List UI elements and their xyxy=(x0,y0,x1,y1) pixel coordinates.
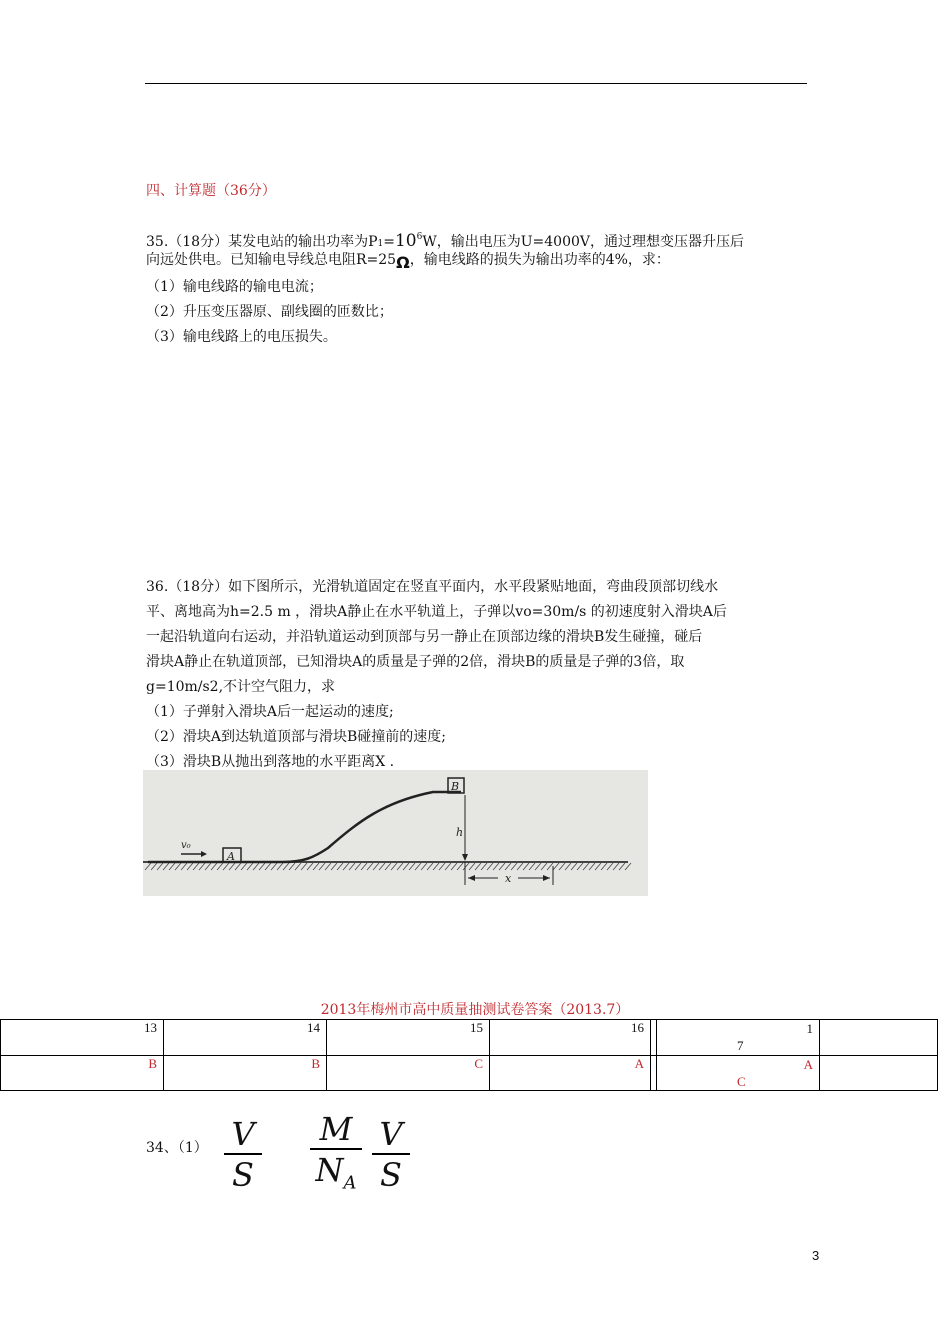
track-figure xyxy=(143,770,648,896)
answer-letter-row xyxy=(1,1056,938,1091)
q35-pow-exp: 6 xyxy=(416,232,423,242)
num-cell-17 xyxy=(657,1020,820,1056)
q36-line-5: g=10m/s2,不计空气阻力，求 xyxy=(146,679,336,695)
num-cell: 13 xyxy=(1,1020,164,1056)
q36-line-1: 36.（18分）如下图所示，光滑轨道固定在竖直平面内，水平段紧贴地面，弯曲段顶部切线水 xyxy=(146,579,719,595)
num-17-part1: 1 xyxy=(806,1021,813,1036)
ans-17-part2: C xyxy=(737,1074,746,1089)
q35-text-a: 35.（18分）某发电站的输出功率为P xyxy=(146,234,378,250)
label-a: A xyxy=(227,850,235,863)
frac2-num: M xyxy=(319,1110,353,1148)
page-number: 3 xyxy=(812,1248,820,1263)
q35-text-e: ，输电线路的损失为输出功率的4%，求： xyxy=(409,252,670,268)
track-diagram xyxy=(143,770,648,896)
q36-line-3: 一起沿轨道向右运动，并沿轨道运动到顶部与另一静止在顶部边缘的滑块B发生碰撞，碰后 xyxy=(146,629,703,645)
ans-cell: A xyxy=(490,1056,651,1091)
num-cell: 16 xyxy=(490,1020,651,1056)
num-cell: 14 xyxy=(164,1020,327,1056)
q35-line2 xyxy=(146,250,670,272)
label-v0: v₀ xyxy=(181,840,191,851)
frac1-num: V xyxy=(231,1115,255,1153)
ohm-symbol: Ω xyxy=(396,253,410,272)
q36-item-2: （2）滑块A到达轨道顶部与滑块B碰撞前的速度; xyxy=(146,729,447,745)
label-x: x xyxy=(505,872,512,885)
ans-17-part1: A xyxy=(803,1057,813,1072)
answer-title: 2013年梅州市高中质量抽测试卷答案（2013.7） xyxy=(320,1002,630,1018)
frac2-den-main: N xyxy=(315,1151,344,1189)
q35-text-c: W，输出电压为U=4000V，通过理想变压器升压后 xyxy=(422,234,745,250)
q35-item-3: （3）输电线路上的电压损失。 xyxy=(146,329,337,345)
num-17-part2: 7 xyxy=(737,1038,744,1053)
empty-cell xyxy=(820,1020,938,1056)
answer-number-row xyxy=(1,1020,938,1056)
answer-table xyxy=(0,1019,938,1091)
q36-item-1: （1）子弹射入滑块A后一起运动的速度; xyxy=(146,704,394,720)
label-h: h xyxy=(456,826,464,839)
q34-label: 34、（1） xyxy=(146,1140,208,1156)
label-b: B xyxy=(451,780,460,793)
section-title: 四、计算题（36分） xyxy=(146,183,276,199)
num-cell: 15 xyxy=(327,1020,490,1056)
frac3-den: S xyxy=(380,1156,402,1194)
q35-text-d: 向远处供电。已知输电导线总电阻R=25 xyxy=(146,252,397,268)
frac3-num: V xyxy=(379,1115,403,1153)
frac2-den xyxy=(310,1150,362,1203)
q35-item-2: （2）升压变压器原、副线圈的匝数比； xyxy=(146,304,393,320)
q35-item-1: （1）输电线路的输电电流； xyxy=(146,279,323,295)
ans-cell: B xyxy=(1,1056,164,1091)
frac1-den: S xyxy=(232,1156,254,1194)
empty-cell xyxy=(820,1056,938,1091)
ans-cell-17 xyxy=(657,1056,820,1091)
q36-line-2: 平、离地高为h=2.5 m ，滑块A静止在水平轨道上，子弹以vo=30m/s 的初速度射入滑块A后 xyxy=(146,604,727,620)
frac2-den-sub: A xyxy=(343,1172,357,1194)
q36-line-4: 滑块A静止在轨道顶部，已知滑块A的质量是子弹的2倍，滑块B的质量是子弹的3倍，取 xyxy=(146,654,685,670)
q35-sub: 1 xyxy=(377,239,384,249)
q35-text-b: = xyxy=(383,234,395,250)
fraction-m-over-na xyxy=(310,1110,362,1203)
ans-cell: B xyxy=(164,1056,327,1091)
fraction-v-over-s-2 xyxy=(372,1115,410,1195)
q36-item-3: （3）滑块B从抛出到落地的水平距离X . xyxy=(146,754,395,770)
fraction-v-over-s xyxy=(224,1115,262,1195)
q35-pow-base: 10 xyxy=(394,231,417,251)
ans-cell: C xyxy=(327,1056,490,1091)
header-rule xyxy=(145,83,807,84)
